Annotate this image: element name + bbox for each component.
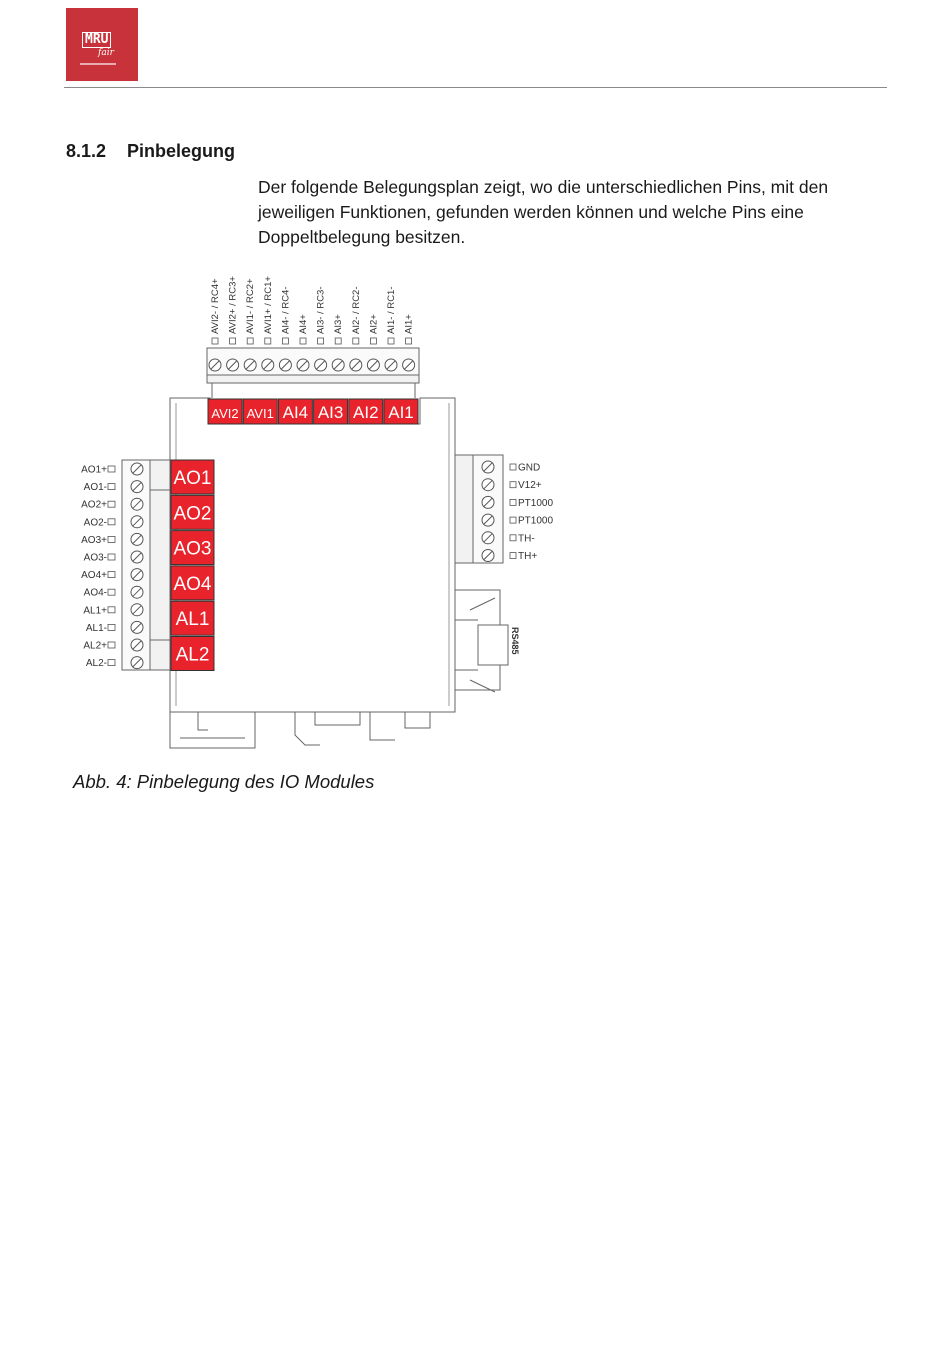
screw-terminal — [385, 359, 397, 371]
screw-terminal — [332, 359, 344, 371]
screw-terminal — [244, 359, 256, 371]
screw-terminal — [482, 479, 494, 491]
left-pin — [86, 657, 143, 670]
left-pin-label: AL2+ — [83, 640, 107, 652]
top-pin-label: AI2+ — [368, 314, 380, 334]
left-function-label — [171, 566, 214, 600]
screw-terminal — [131, 533, 143, 545]
left-pin — [84, 551, 143, 564]
top-pin-label: AI2- / RC2- — [350, 286, 362, 334]
screw-terminal — [279, 359, 291, 371]
left-function-label-text: AL1 — [175, 609, 210, 631]
rs485-label: RS485 — [510, 627, 520, 655]
top-pin — [403, 314, 415, 371]
left-function-label — [171, 495, 214, 529]
screw-terminal — [131, 586, 143, 598]
left-pin-label: AO1- — [83, 482, 107, 494]
top-function-label — [278, 399, 312, 424]
left-pin — [81, 498, 143, 511]
screw-terminal — [482, 532, 494, 544]
screw-terminal — [350, 359, 362, 371]
left-pin-label: AL1- — [85, 622, 107, 634]
left-pin-label: AO3+ — [81, 534, 107, 546]
section-number: 8.1.2 — [66, 141, 107, 161]
section-title: Pinbelegung — [127, 141, 235, 161]
right-pin-label: TH- — [518, 533, 535, 545]
right-pin — [482, 479, 542, 492]
screw-terminal — [131, 516, 143, 528]
top-pin-label: AI1+ — [403, 314, 415, 334]
top-function-label — [314, 399, 348, 424]
top-function-label-text: AI3 — [317, 403, 344, 422]
left-pin-label: AL2- — [85, 658, 107, 670]
top-function-label-text: AI2 — [353, 403, 379, 422]
screw-terminal — [297, 359, 309, 371]
left-pin — [83, 604, 143, 617]
top-pin — [367, 314, 379, 371]
left-function-label-text: AO3 — [173, 538, 212, 560]
screw-terminal — [131, 657, 143, 669]
screw-terminal — [262, 359, 274, 371]
screw-terminal — [482, 550, 494, 562]
left-function-label — [171, 460, 214, 494]
top-pin-label: AVI1+ / RC1+ — [262, 276, 274, 334]
screw-terminal — [131, 639, 143, 651]
screw-terminal — [131, 498, 143, 510]
screw-terminal — [131, 551, 143, 563]
left-function-label-text: AO4 — [173, 573, 212, 595]
figure-caption: Abb. 4: Pinbelegung des IO Modules — [73, 771, 375, 792]
screw-terminal — [482, 514, 494, 526]
logo-text: MRU — [82, 32, 111, 48]
screw-terminal — [315, 359, 327, 371]
left-pin — [81, 569, 143, 582]
left-pin — [81, 463, 143, 476]
right-pin-label: PT1000 — [518, 497, 554, 509]
screw-terminal — [131, 463, 143, 475]
left-pin-label: AO4+ — [81, 570, 107, 582]
left-pin-label: AO2- — [83, 517, 107, 529]
top-pin-label: AI3- / RC3- — [315, 286, 327, 334]
left-function-label — [171, 601, 214, 635]
top-function-label-text: AVI1 — [246, 406, 274, 421]
screw-terminal — [131, 621, 143, 633]
top-pin-label: AI4+ — [298, 314, 309, 334]
top-function-label-text: AVI2 — [211, 406, 239, 421]
left-function-label — [171, 637, 214, 671]
intro-paragraph: Der folgende Belegungsplan zeigt, wo die unterschiedlichen Pins, mit den jeweiligen Funktionen, gefunden werden können und welche Pins eine Doppeltbelegung besitzen. — [258, 177, 829, 247]
left-pin — [83, 639, 143, 652]
screw-terminal — [482, 496, 494, 508]
left-pin-label: AO1+ — [81, 464, 107, 476]
left-pin — [84, 516, 143, 529]
left-function-label-text: AO1 — [173, 468, 212, 489]
top-function-label — [349, 399, 383, 424]
left-pin-label: AO2+ — [81, 499, 107, 511]
screw-terminal — [482, 461, 494, 473]
left-pin-label: AO3- — [83, 552, 107, 564]
top-pin-label: AVI2- / RC4+ — [210, 278, 221, 334]
screw-terminal — [367, 359, 379, 371]
left-pin — [81, 533, 143, 546]
top-pin-label: AI3+ — [333, 314, 345, 334]
left-pin — [84, 481, 143, 494]
screw-terminal — [403, 359, 415, 371]
screw-terminal — [131, 569, 143, 581]
top-function-label — [243, 399, 277, 424]
top-pin-label: AI1- / RC1- — [386, 286, 397, 334]
left-pin — [84, 586, 143, 599]
left-pin-label: AO4- — [83, 587, 107, 599]
screw-terminal — [131, 604, 143, 616]
top-function-label — [208, 399, 242, 424]
right-pin-label: GND — [518, 462, 541, 474]
left-function-label-text: AO2 — [173, 503, 212, 525]
logo-subtext: fair — [98, 48, 114, 58]
top-function-label-text: AI4 — [282, 403, 309, 422]
right-pin-label: V12+ — [518, 480, 542, 492]
left-pin-label: AL1+ — [83, 605, 107, 617]
top-pin-label: AVI1- / RC2+ — [245, 278, 257, 334]
right-pin-label: TH+ — [518, 551, 538, 562]
screw-terminal — [209, 359, 221, 371]
left-pin — [86, 621, 143, 634]
top-pin-label: AVI2+ / RC3+ — [227, 276, 239, 334]
top-function-label-text: AI1 — [388, 403, 414, 422]
right-pin — [482, 532, 535, 545]
top-pin — [332, 314, 344, 371]
right-pin — [482, 550, 537, 563]
screw-terminal — [227, 359, 239, 371]
left-function-label-text: AL2 — [175, 644, 210, 666]
din-rail-foot-left — [170, 712, 255, 748]
top-pin — [297, 314, 309, 371]
left-function-label — [171, 531, 214, 565]
screw-terminal — [131, 481, 143, 493]
top-function-label — [384, 399, 418, 424]
right-pin-label: PT1000 — [518, 515, 554, 527]
top-pin-label: AI4- / RC4- — [280, 286, 292, 334]
right-pin — [482, 461, 540, 474]
